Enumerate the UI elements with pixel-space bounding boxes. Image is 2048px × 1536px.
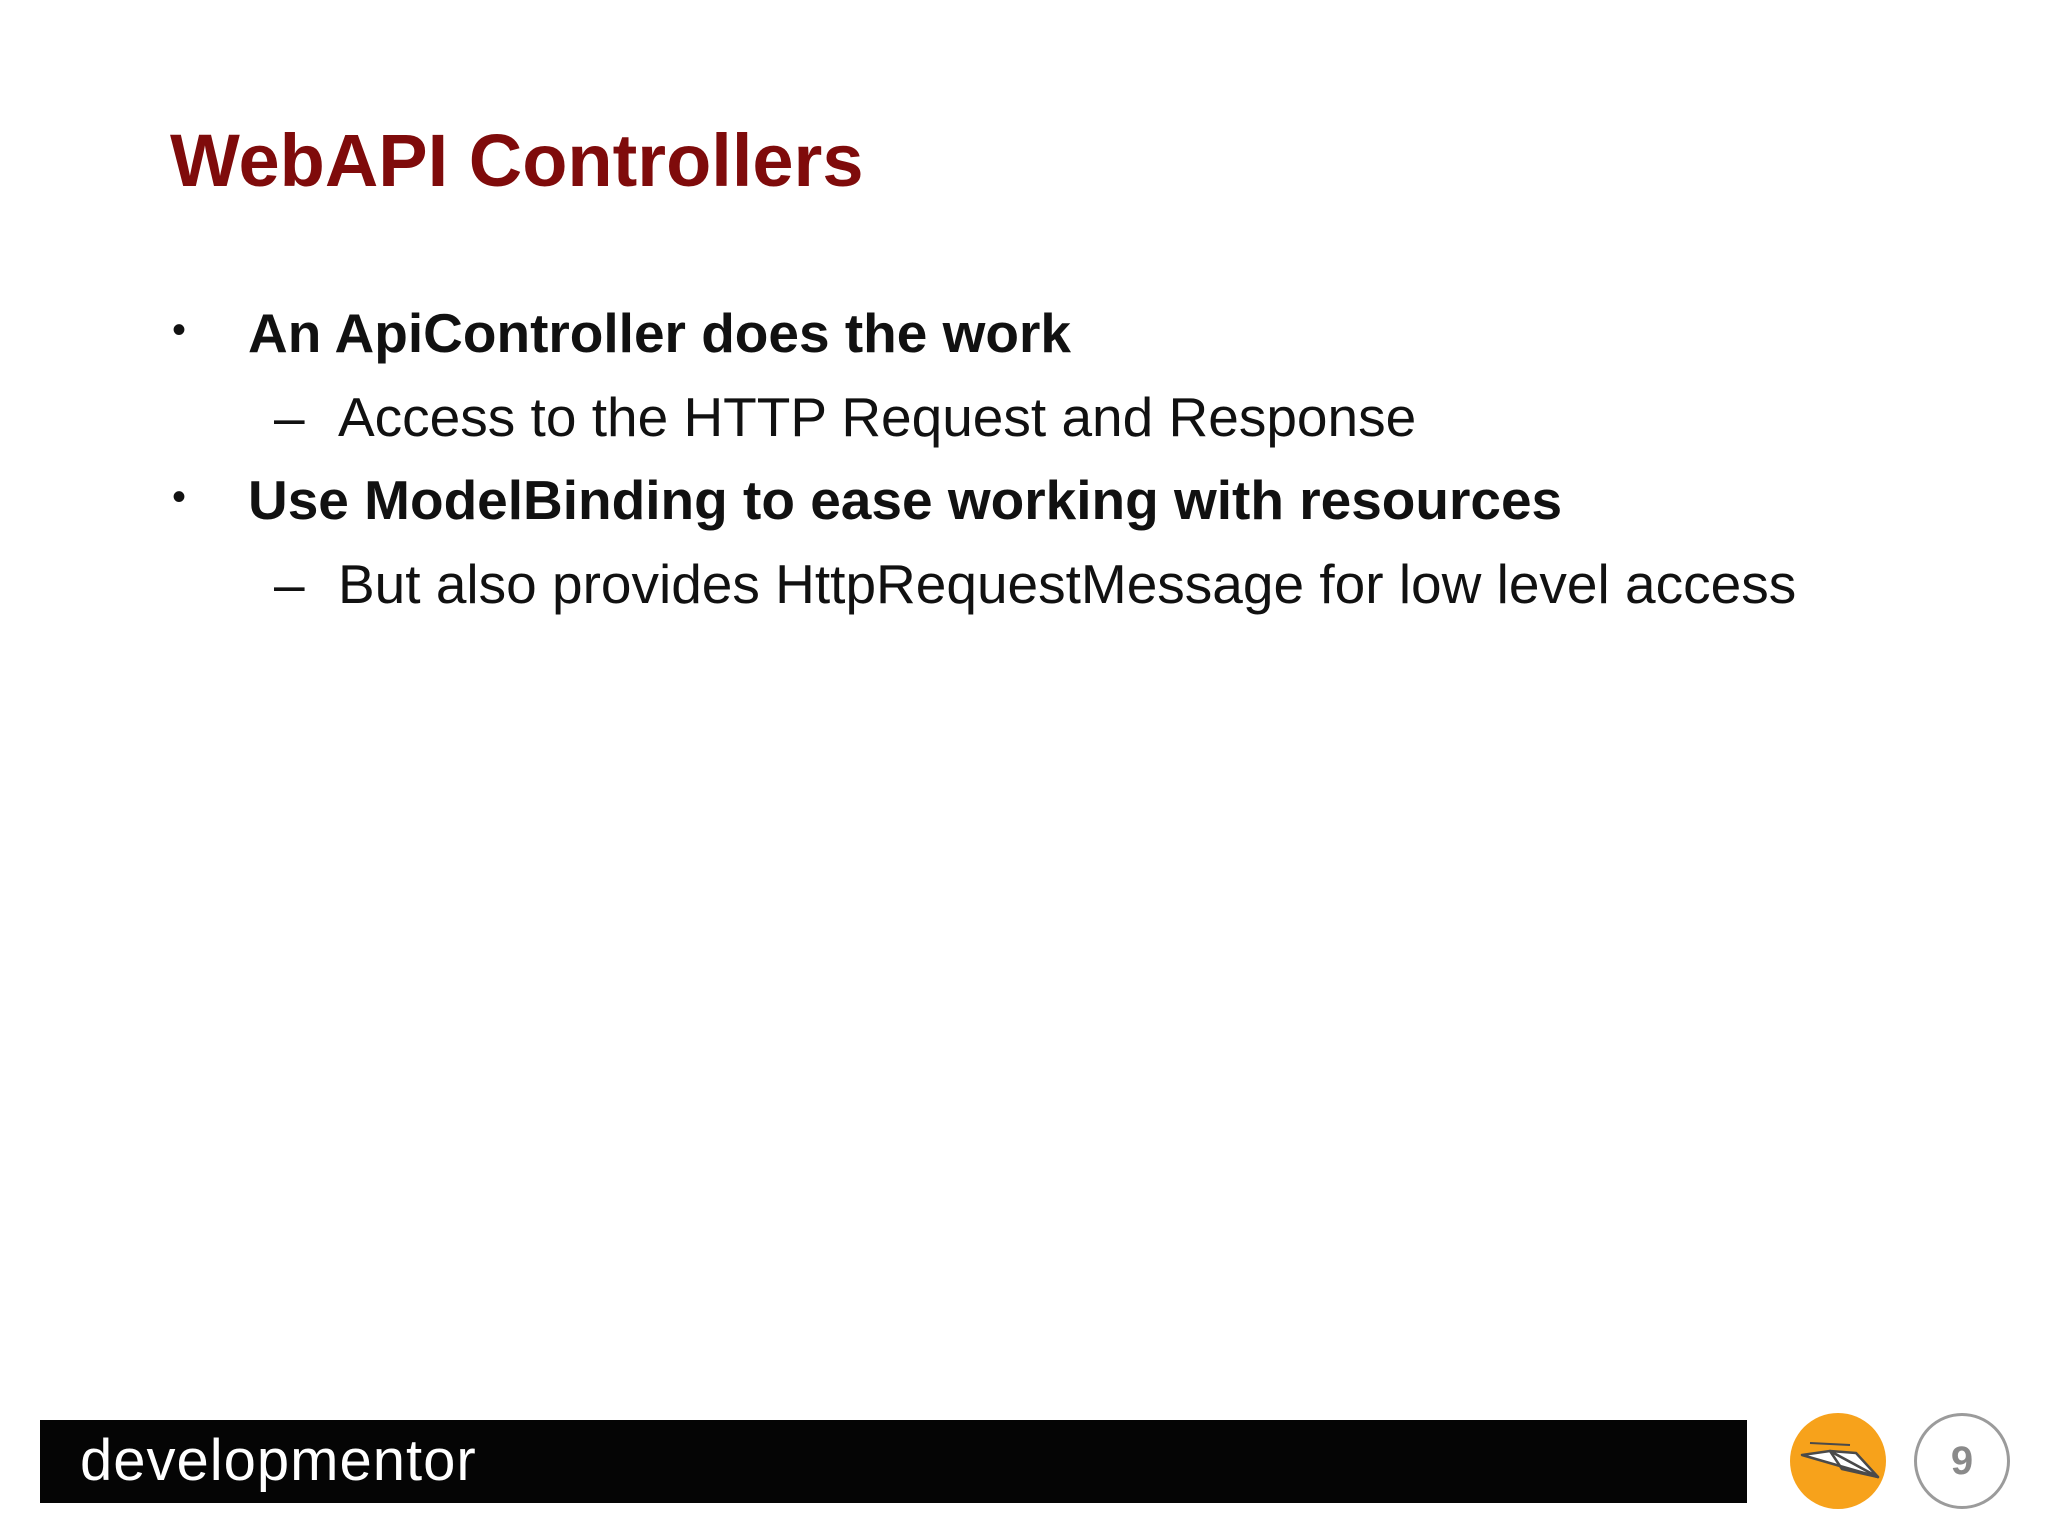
bullet-text: Use ModelBinding to ease working with resources: [248, 469, 1563, 531]
page-number: 9: [1950, 1439, 1974, 1483]
footer-bar: [40, 1420, 1747, 1503]
paper-plane-icon: [1790, 1413, 1886, 1509]
page-number-badge: [1914, 1413, 2010, 1509]
brand-logo-badge: [1790, 1413, 1886, 1509]
slide-title: WebAPI Controllers: [170, 119, 864, 202]
dash-marker: –: [274, 386, 305, 448]
bullet-marker: •: [172, 475, 187, 519]
brand-logo-text: developmentor: [80, 1428, 477, 1493]
bullet-text: An ApiController does the work: [248, 302, 1072, 364]
sub-bullet-text: Access to the HTTP Request and Response: [338, 386, 1417, 448]
dash-marker: –: [274, 553, 305, 615]
sub-bullet-text: But also provides HttpRequestMessage for low level access: [338, 553, 1797, 615]
bullet-marker: •: [172, 308, 187, 352]
